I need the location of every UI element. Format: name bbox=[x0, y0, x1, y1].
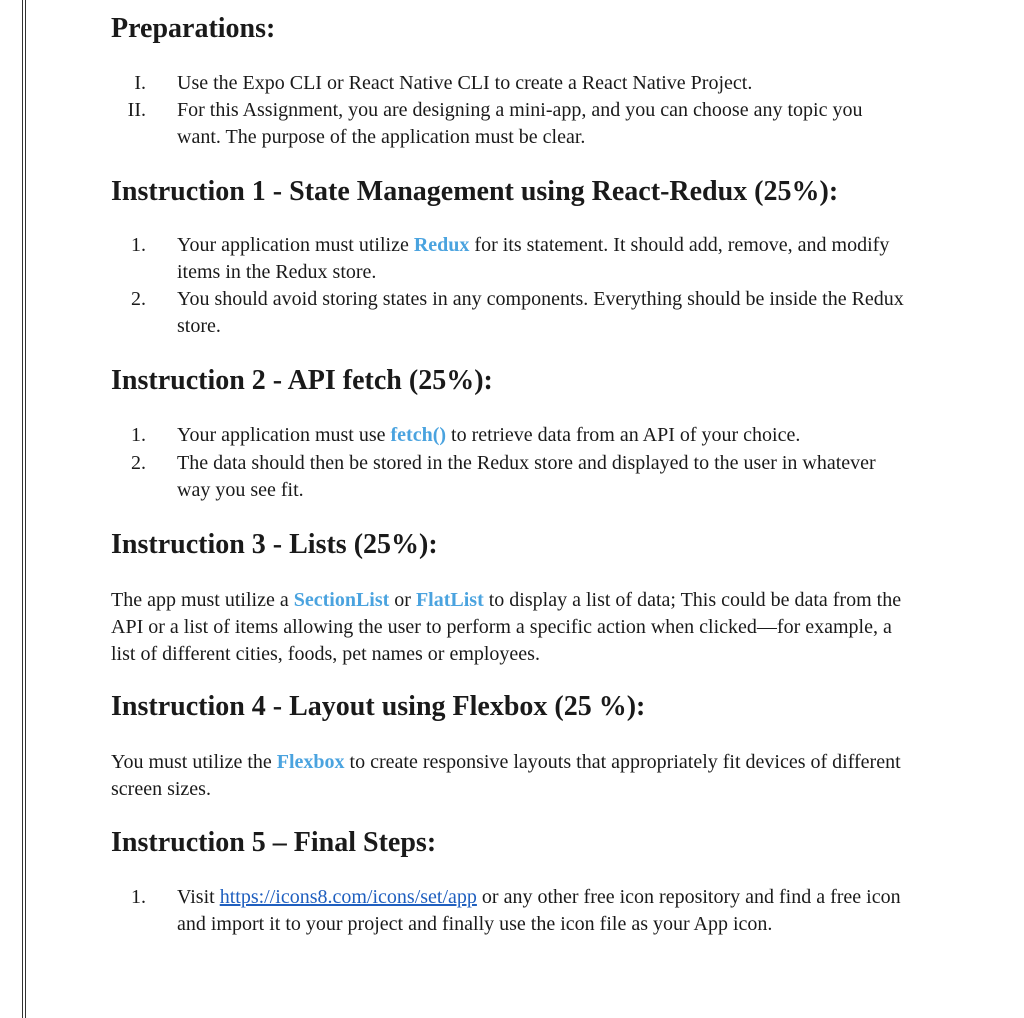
list-item-text bbox=[177, 422, 800, 449]
list-item-text: The data should then be stored in the Redux store and displayed to the user in whatever bbox=[177, 452, 876, 474]
list-item-text: way you see fit. bbox=[177, 479, 304, 501]
list-marker: 1. bbox=[131, 234, 146, 256]
text-run: Your application must use bbox=[177, 424, 391, 446]
list-item-text: want. The purpose of the application must be clear. bbox=[177, 126, 586, 148]
text-run: for its statement. It should add, remove, and modify bbox=[469, 234, 890, 256]
list-marker: 1. bbox=[131, 886, 146, 908]
text-run: The app must utilize a bbox=[111, 589, 294, 611]
paragraph-line: list of different cities, foods, pet names or employees. bbox=[111, 643, 540, 665]
paragraph-line: screen sizes. bbox=[111, 778, 211, 800]
preparations-heading: Preparations: bbox=[111, 13, 276, 44]
instruction-1-heading: Instruction 1 - State Management using React-Redux (25%): bbox=[111, 176, 839, 207]
instruction-5-heading: Instruction 5 – Final Steps: bbox=[111, 827, 437, 858]
list-item-text: Use the Expo CLI or React Native CLI to create a React Native Project. bbox=[177, 72, 753, 94]
list-item-text bbox=[177, 884, 901, 911]
flexbox-keyword: Flexbox bbox=[276, 751, 345, 773]
text-run: to create responsive layouts that appropriately fit devices of different bbox=[344, 751, 901, 773]
text-run: or any other free icon repository and find a free icon bbox=[476, 886, 901, 908]
list-marker: 2. bbox=[131, 288, 146, 310]
paragraph-line bbox=[111, 749, 971, 776]
flatlist-keyword: FlatList bbox=[415, 589, 484, 611]
list-item-text: store. bbox=[177, 315, 221, 337]
list-marker: 1. bbox=[131, 424, 146, 446]
redux-keyword: Redux bbox=[413, 234, 470, 256]
text-run: Your application must utilize bbox=[177, 234, 414, 256]
instruction-3-heading: Instruction 3 - Lists (25%): bbox=[111, 529, 438, 560]
list-marker: I. bbox=[134, 72, 146, 94]
list-marker: 2. bbox=[131, 452, 146, 474]
text-run: Visit bbox=[177, 886, 220, 908]
text-run: to retrieve data from an API of your choice. bbox=[446, 424, 801, 446]
page-left-border bbox=[22, 0, 26, 1018]
text-run: or bbox=[389, 589, 416, 611]
list-item-text: and import it to your project and finally use the icon file as your App icon. bbox=[177, 913, 773, 935]
list-item-text: items in the Redux store. bbox=[177, 261, 377, 283]
list-marker: II. bbox=[127, 99, 146, 121]
instruction-4-paragraph bbox=[111, 749, 971, 803]
list-item-text: For this Assignment, you are designing a mini-app, and you can choose any topic you bbox=[177, 99, 863, 121]
text-run: to display a list of data; This could be data from the bbox=[483, 589, 902, 611]
instruction-3-paragraph bbox=[111, 587, 971, 668]
paragraph-line: API or a list of items allowing the user to perform a specific action when clicked—for example, a bbox=[111, 616, 892, 638]
list-item-text: You should avoid storing states in any components. Everything should be inside the Redux bbox=[177, 288, 904, 310]
icons8-link[interactable]: https://icons8.com/icons/set/app bbox=[219, 886, 477, 908]
list-item-text bbox=[177, 232, 889, 259]
instruction-4-heading: Instruction 4 - Layout using Flexbox (25 %): bbox=[111, 691, 646, 722]
fetch-keyword: fetch() bbox=[390, 424, 447, 446]
text-run: You must utilize the bbox=[111, 751, 277, 773]
sectionlist-keyword: SectionList bbox=[293, 589, 390, 611]
paragraph-line bbox=[111, 587, 971, 614]
instruction-2-heading: Instruction 2 - API fetch (25%): bbox=[111, 365, 493, 396]
